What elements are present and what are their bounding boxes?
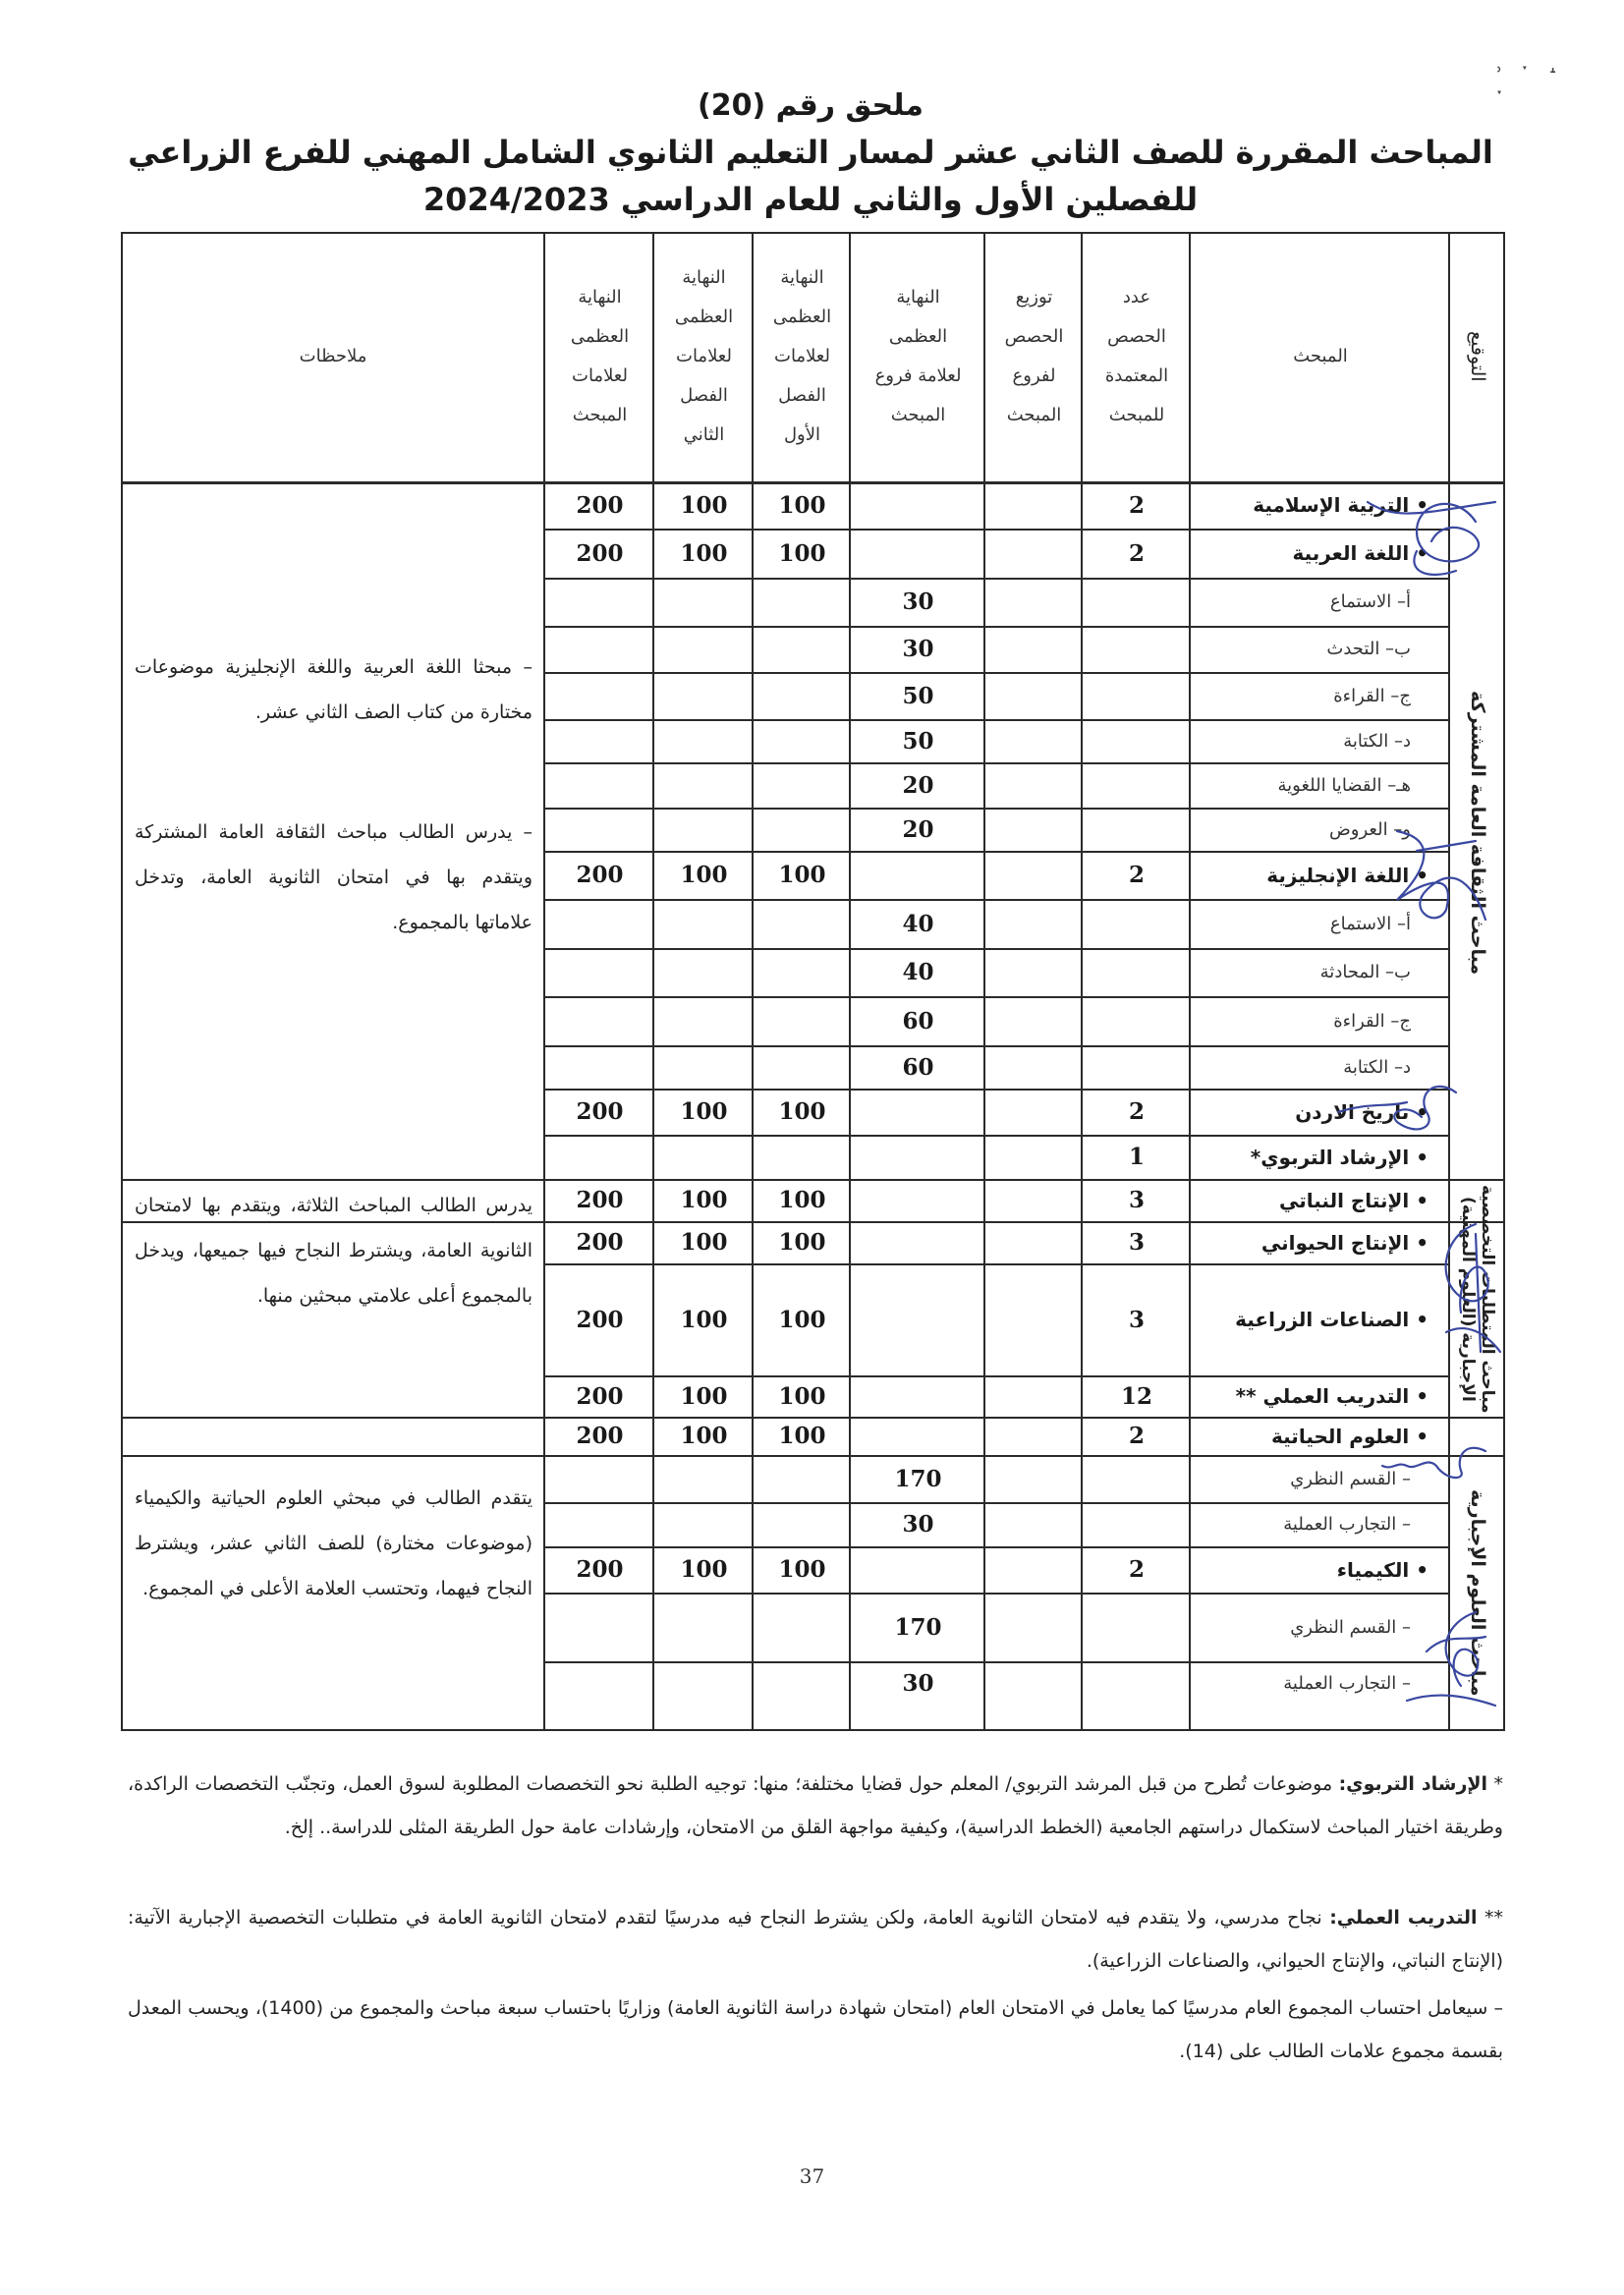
table-row-branch: 20 [902, 815, 934, 843]
table-row-sem1 [754, 1661, 851, 1705]
table-row-sem2 [654, 1593, 754, 1661]
table-row-sem1: 100 [778, 1306, 826, 1333]
table-row-sem1 [754, 899, 851, 948]
header-sem1-max: النهاية العظمى لعلامات الفصل الأول [772, 267, 832, 445]
table-row-sem1: 100 [778, 1423, 826, 1449]
table-row-total [545, 948, 654, 996]
table-row-branch [851, 1179, 985, 1221]
table-row-subject: د– الكتابة [1343, 1056, 1411, 1078]
table-row-total [545, 808, 654, 851]
table-row-subject: • اللغة الإنجليزية [1266, 863, 1428, 887]
footnote-guidance-text: موضوعات تُطرح من قبل المرشد التربوي/ المعلم حول قضايا مختلفة؛ منها: توجيه الطلبة نحو التخصصات المطلوبة لسوق العمل، وتجنّب التخصصات الراكدة، وطريقة اختيار المباحث لاستكمال دراستهم الجامعية (الخطط الدراسية)، وكيفية مواجهة القلق من الامتحان، وإرشادات عامة حول الطريقة المثلى للدراسة.. إلخ. [128, 1773, 1503, 1838]
table-row-total [545, 1045, 654, 1089]
table-row-sem1 [754, 1455, 851, 1502]
footnote-guidance [128, 1763, 1503, 1849]
table-row-total: 200 [576, 539, 624, 567]
table-row-sem2: 100 [680, 1423, 728, 1449]
table-row-total [545, 762, 654, 808]
table-row-branch: 40 [902, 910, 934, 937]
subjects-table [121, 232, 1505, 1731]
table-row-subject: هـ– القضايا اللغوية [1277, 774, 1411, 796]
footnote-guidance-label: الإرشاد التربوي: [1338, 1773, 1488, 1795]
table-row-sem2: 100 [680, 1098, 728, 1125]
table-row-sem1 [754, 1593, 851, 1661]
table-row-sem2: 100 [680, 862, 728, 888]
table-row-periods: 3 [1129, 1187, 1146, 1213]
table-row-periods: 12 [1121, 1382, 1153, 1410]
table-row-branch: 50 [902, 682, 934, 709]
signature-1 [1309, 482, 1505, 590]
footnote-training-text: نجاح مدرسي، ولا يتقدم فيه لامتحان الثانوية العامة، ولكن يشترط النجاح فيه مدرسيًا لتقدم لامتحان الثانوية العامة في متطلبات التخصصية الإجبارية الآتية: (الإنتاج النباتي، والإنتاج الحيواني، والصناعات الزراعية). [128, 1907, 1503, 1972]
table-row-branch [851, 529, 985, 578]
table-row-branch [851, 851, 985, 899]
table-row-total [545, 996, 654, 1045]
header-branch-max: النهاية العظمى لعلامة فروع المبحث [874, 287, 962, 425]
table-row-branch: 40 [902, 959, 934, 985]
table-row-periods: 2 [1129, 1423, 1146, 1449]
table-row-periods [1083, 1661, 1191, 1705]
table-row-branch [851, 1375, 985, 1417]
table-row-branch: 20 [902, 771, 934, 799]
table-row-total [545, 1502, 654, 1546]
table-row-branch: 30 [902, 636, 934, 662]
table-row-sem1 [754, 996, 851, 1045]
table-row-sem2 [654, 762, 754, 808]
table-row-sem1 [754, 626, 851, 672]
header-signature: التوقيع [1467, 331, 1488, 382]
table-row-periods: 2 [1129, 491, 1146, 519]
table-row-subject: • العلوم الحياتية [1271, 1424, 1428, 1448]
table-row-periods [1083, 996, 1191, 1045]
table-border-bottom [121, 1729, 1505, 1731]
footnote-training [128, 1896, 1503, 1983]
table-row-branch [851, 481, 985, 529]
table-row-sem1 [754, 762, 851, 808]
table-row-total [545, 672, 654, 719]
table-row-periods [1083, 578, 1191, 626]
table-row-sem2: 100 [680, 1306, 728, 1333]
table-row-sem2 [654, 808, 754, 851]
table-row-subject: – التجارب العملية [1283, 1514, 1411, 1535]
table-row-periods [1083, 672, 1191, 719]
table-row-periods: 2 [1129, 539, 1146, 567]
table-row-sem2 [654, 1502, 754, 1546]
table-row-sem1: 100 [778, 1098, 826, 1125]
table-row-total: 200 [576, 1306, 624, 1333]
table-row-sem1 [754, 808, 851, 851]
table-row-branch [851, 1089, 985, 1135]
table-row-subject: أ– الاستماع [1329, 913, 1411, 934]
table-row-periods: 2 [1129, 1098, 1146, 1125]
footnote-training-star: ** [1477, 1907, 1503, 1929]
table-row-sem2 [654, 578, 754, 626]
footnote-average: – سيعامل احتساب المجموع العام مدرسيًا كما يعامل في الامتحان العام (امتحان شهادة دراسة الثانوية العامة) وزاريًا باحتساب سبعة مباحث والمجموع من (1400)، ويحسب المعدل بقسمة مجموع علامات الطالب على (14). [128, 1997, 1503, 2062]
table-row-total: 200 [576, 1382, 624, 1410]
annex-title: ملحق رقم (20) [698, 88, 924, 123]
signature-2 [1377, 821, 1495, 929]
table-row-sem2 [654, 672, 754, 719]
table-row-total: 200 [576, 491, 624, 519]
table-row-periods: 3 [1129, 1229, 1146, 1256]
table-row-sem1: 100 [778, 1556, 826, 1583]
table-row-subject: – التجارب العملية [1283, 1672, 1411, 1694]
table-row-subject: • الإنتاج الحيواني [1260, 1230, 1428, 1255]
table-row-branch [851, 1263, 985, 1375]
table-row-subject: • اللغة العربية [1292, 541, 1428, 565]
table-row-sem1: 100 [778, 1382, 826, 1410]
table-row-sem2: 100 [680, 1556, 728, 1583]
table-row-total: 200 [576, 1229, 624, 1256]
table-row-sem2 [654, 626, 754, 672]
table-row-sem2 [654, 996, 754, 1045]
table-row-total [545, 1135, 654, 1179]
table-row-sem1 [754, 1135, 851, 1179]
table-row-total [545, 1593, 654, 1661]
table-row-total [545, 1661, 654, 1705]
header-periods: عدد الحصص المعتمدة للمبحث [1104, 287, 1169, 425]
table-row-periods: 3 [1129, 1306, 1146, 1333]
signature-6 [1387, 1593, 1505, 1710]
table-row-branch: 170 [894, 1613, 942, 1641]
header-notes: ملاحظات [299, 346, 367, 366]
group-sciences-label: مباحث العلوم الإجبارية [1467, 1489, 1488, 1697]
table-row-branch [851, 1221, 985, 1263]
table-row-sem1: 100 [778, 1187, 826, 1213]
table-row-sem1 [754, 672, 851, 719]
table-row-subject: • التدريب العملي ** [1235, 1384, 1428, 1408]
table-row-branch: 50 [902, 727, 934, 755]
table-row-branch: 60 [902, 1053, 934, 1081]
table-row-sem2: 100 [680, 539, 728, 567]
table-row-sem2 [654, 1045, 754, 1089]
table-row-sem1: 100 [778, 862, 826, 888]
table-row-subject: أ– الاستماع [1329, 591, 1411, 612]
signature-4 [1417, 1214, 1505, 1362]
table-row-subject: • الصناعات الزراعية [1235, 1308, 1428, 1331]
table-row-sem2 [654, 1135, 754, 1179]
table-row-subject: • الكيمياء [1336, 1557, 1428, 1582]
table-row-subject: • الإنتاج النباتي [1278, 1188, 1428, 1212]
scan-marks: ˒ ˑ ˔ ˑ [1496, 59, 1565, 108]
group-general-label: مباحث الثقافة العامة المشتركة [1467, 690, 1488, 976]
document-subtitle: للفصلين الأول والثاني للعام الدراسي 2024/2023 [422, 181, 1199, 218]
table-row-sem1 [754, 1045, 851, 1089]
note-vocational: يدرس الطالب المباحث الثلاثة، ويتقدم بها لامتحان الثانوية العامة، ويشترط النجاح فيها جميعها، ويدخل بالمجموع أعلى علامتي مبحثين منها. [135, 1195, 532, 1307]
table-row-periods: 2 [1129, 862, 1146, 888]
table-row-subject: • الإرشاد التربوي* [1250, 1145, 1428, 1169]
table-row-sem2: 100 [680, 1382, 728, 1410]
table-row-sem2 [654, 1661, 754, 1705]
table-row-sem2 [654, 719, 754, 762]
table-row-total: 200 [576, 1423, 624, 1449]
table-row-total [545, 1455, 654, 1502]
table-row-branch: 60 [902, 1007, 934, 1035]
table-row-sem1: 100 [778, 539, 826, 567]
table-row-total [545, 578, 654, 626]
table-row-periods [1083, 948, 1191, 996]
table-row-total [545, 899, 654, 948]
table-row-sem1: 100 [778, 1229, 826, 1256]
table-row-branch: 30 [902, 588, 934, 615]
table-row-total: 200 [576, 1187, 624, 1213]
table-row-subject: د– الكتابة [1343, 730, 1411, 752]
table-row-subject: – القسم النظري [1290, 1616, 1411, 1638]
table-row-subject: ج– القراءة [1333, 685, 1411, 706]
table-row-periods [1083, 1455, 1191, 1502]
note-general-a: – مبحثا اللغة العربية واللغة الإنجليزية موضوعات مختارة من كتاب الصف الثاني عشر. [135, 656, 532, 723]
header-subject: المبحث [1293, 346, 1348, 366]
table-row-sem1 [754, 578, 851, 626]
table-row-sem2: 100 [680, 491, 728, 519]
table-row-periods [1083, 762, 1191, 808]
table-row-sem2: 100 [680, 1229, 728, 1256]
table-row-periods [1083, 808, 1191, 851]
table-row-total: 200 [576, 1556, 624, 1583]
table-row-sem2: 100 [680, 1187, 728, 1213]
table-row-subject: ج– القراءة [1333, 1010, 1411, 1032]
table-row-periods [1083, 1593, 1191, 1661]
note-sciences: يتقدم الطالب في مبحثي العلوم الحياتية والكيمياء (موضوعات مختارة) للصف الثاني عشر، ويشترط النجاح فيهما، وتحتسب العلامة الأعلى في المجموع. [135, 1487, 532, 1599]
table-row-subject: ب– المحادثة [1319, 962, 1411, 982]
page-number: 37 [799, 2164, 825, 2188]
table-row-total: 200 [576, 862, 624, 888]
group-vocational-label: مباحث المتطلبات التخصصية الإجبارية (العلوم المهنية) [1458, 1184, 1497, 1414]
table-row-periods [1083, 899, 1191, 948]
footnote-guidance-star: * [1487, 1773, 1503, 1795]
table-row-periods [1083, 626, 1191, 672]
note-general-b: – يدرس الطالب مباحث الثقافة العامة المشتركة ويتقدم بها في امتحان الثانوية العامة، وتدخل علاماتها بالمجموع. [135, 821, 532, 933]
table-row-subject: • تاريخ الاردن [1295, 1099, 1428, 1124]
table-row-sem2 [654, 948, 754, 996]
table-row-total: 200 [576, 1098, 624, 1125]
table-row-periods: 2 [1129, 1556, 1146, 1583]
table-row-branch [851, 1546, 985, 1593]
table-row-sem1 [754, 948, 851, 996]
table-row-subject: و– العروض [1329, 818, 1411, 840]
document-title: المباحث المقررة للصف الثاني عشر لمسار التعليم الثانوي الشامل المهني للفرع الزراعي [128, 134, 1493, 171]
header-branch-distribution: توزيع الحصص لفروع المبحث [1004, 287, 1064, 425]
table-row-branch [851, 1417, 985, 1455]
table-row-total [545, 719, 654, 762]
header-sem2-max: النهاية العظمى لعلامات الفصل الثاني [674, 267, 734, 445]
header-subject-max: النهاية العظمى لعلامات المبحث [570, 287, 630, 425]
table-row-periods [1083, 1045, 1191, 1089]
table-row-subject: • التربية الإسلامية [1253, 493, 1428, 517]
table-row-branch: 170 [894, 1465, 942, 1492]
table-row-sem1 [754, 719, 851, 762]
table-row-sem2 [654, 899, 754, 948]
table-row-branch [851, 1135, 985, 1179]
table-row-sem1: 100 [778, 491, 826, 519]
table-row-branch: 30 [902, 1669, 934, 1697]
table-row-total [545, 626, 654, 672]
table-row-branch: 30 [902, 1511, 934, 1538]
signature-5 [1377, 1436, 1495, 1485]
table-row-subject: ب– التحدث [1326, 639, 1411, 659]
footnote-training-label: التدريب العملي: [1329, 1907, 1478, 1929]
signature-3 [1328, 1073, 1476, 1142]
table-row-periods: 1 [1129, 1144, 1146, 1170]
table-row-periods [1083, 719, 1191, 762]
table-row-sem1 [754, 1502, 851, 1546]
table-row-sem2 [654, 1455, 754, 1502]
table-row-subject: – القسم النظري [1290, 1468, 1411, 1489]
table-row-periods [1083, 1502, 1191, 1546]
